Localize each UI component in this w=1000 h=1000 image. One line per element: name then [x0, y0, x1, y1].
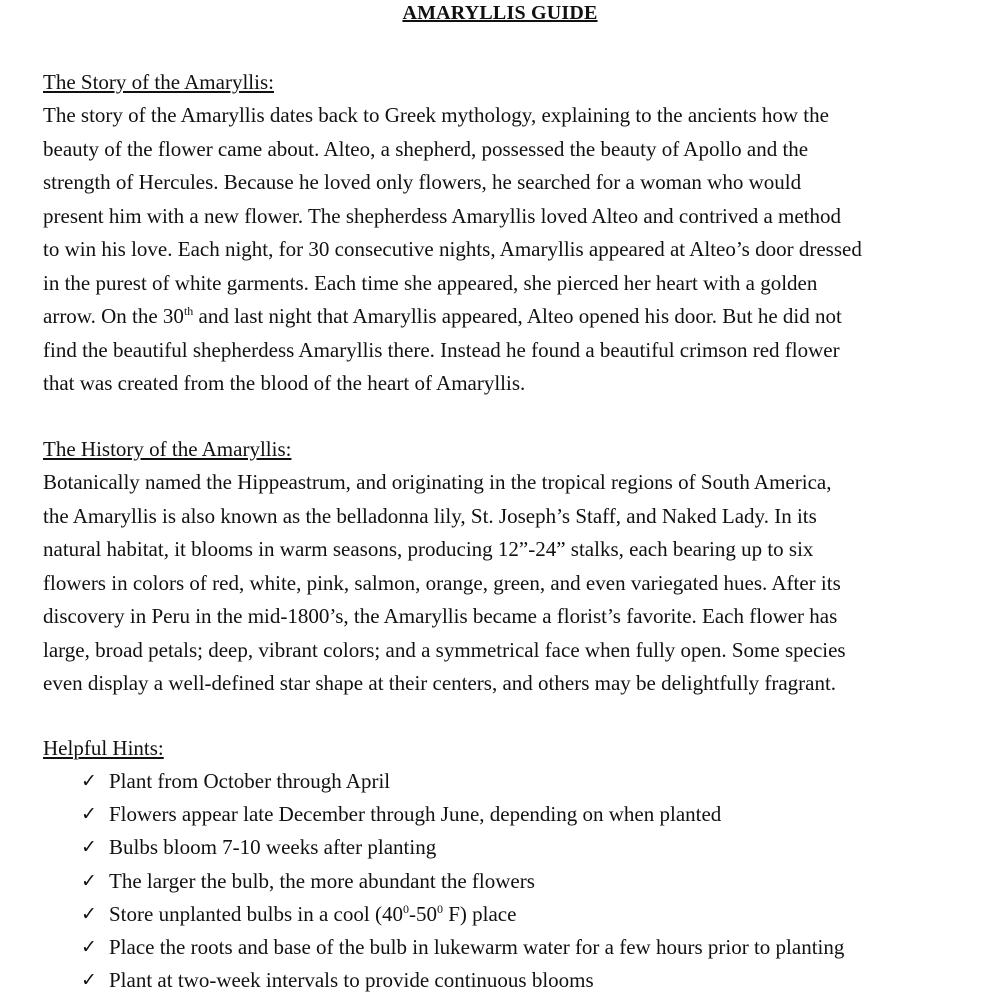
history-line: large, broad petals; deep, vibrant colors; and a symmetrical face when fully open. Some species: [43, 637, 846, 662]
ordinal-suffix: th: [183, 304, 194, 318]
hint-item: [43, 931, 963, 964]
check-icon: ✓: [81, 936, 97, 959]
history-heading: The History of the Amaryllis:: [43, 437, 292, 461]
hint-item: [43, 765, 963, 798]
check-icon: ✓: [81, 902, 97, 925]
story-line: [43, 300, 963, 334]
story-line: The story of the Amaryllis dates back to Greek mythology, explaining to the ancients how the: [43, 103, 829, 127]
degree-mark: 0: [402, 901, 409, 916]
check-icon: ✓: [81, 836, 97, 859]
story-line: that was created from the blood of the heart of Amaryllis.: [43, 371, 526, 395]
hint-text: [109, 902, 516, 926]
document-title: AMARYLLIS GUIDE: [402, 2, 598, 24]
hint-text: Plant at two-week intervals to provide continuous blooms: [109, 968, 594, 993]
check-icon: ✓: [81, 869, 97, 892]
hint-text: Plant from October through April: [109, 769, 391, 793]
hint-text-part: Store unplanted bulbs in a cool (40: [109, 901, 403, 926]
hint-text: Place the roots and base of the bulb in lukewarm water for a few hours prior to planting: [109, 935, 845, 960]
hints-section: [43, 732, 963, 997]
check-icon: ✓: [81, 803, 97, 826]
history-section: [43, 433, 963, 701]
story-line: in the purest of white garments. Each time she appeared, she pierced her heart with a golden: [43, 270, 818, 295]
story-line: strength of Hercules. Because he loved only flowers, he searched for a woman who would: [43, 170, 802, 194]
history-paragraph: [43, 466, 963, 701]
story-line: beauty of the flower came about. Alteo, a shepherd, possessed the beauty of Apollo and the: [43, 136, 809, 161]
check-icon: ✓: [81, 969, 97, 992]
story-line: find the beautiful shepherdess Amaryllis there. Instead he found a beautiful crimson red flower: [43, 337, 840, 362]
hints-list: [43, 765, 963, 997]
history-line: the Amaryllis is also known as the belladonna lily, St. Joseph’s Staff, and Naked Lady. In its: [43, 503, 817, 528]
hint-item: [43, 898, 963, 931]
hints-heading: Helpful Hints:: [43, 736, 164, 760]
history-line: even display a well-defined star shape at their centers, and others may be delightfully fragrant.: [43, 671, 837, 695]
hint-item: [43, 964, 963, 997]
story-line-text: arrow. On the 30: [43, 304, 184, 328]
story-paragraph: [43, 99, 963, 401]
history-line: flowers in colors of red, white, pink, salmon, orange, green, and even variegated hues. After its: [43, 570, 841, 595]
hint-text: Flowers appear late December through June, depending on when planted: [109, 802, 722, 827]
story-line: to win his love. Each night, for 30 consecutive nights, Amaryllis appeared at Alteo’s door dressed: [43, 237, 862, 261]
history-line: Botanically named the Hippeastrum, and originating in the tropical regions of South America,: [43, 470, 832, 494]
hint-text-part: F) place: [442, 901, 517, 926]
hint-text-part: -50: [408, 901, 437, 926]
story-line: present him with a new flower. The shepherdess Amaryllis loved Alteo and contrived a method: [43, 203, 842, 228]
hint-item: [43, 831, 963, 864]
hint-item: [43, 798, 963, 831]
story-heading: The Story of the Amaryllis:: [43, 70, 274, 94]
degree-mark: 0: [436, 901, 443, 916]
hint-text: Bulbs bloom 7-10 weeks after planting: [109, 835, 437, 860]
check-icon: ✓: [81, 770, 97, 792]
story-line-text: and last night that Amaryllis appeared, Alteo opened his door. But he did not: [193, 304, 842, 328]
history-line: discovery in Peru in the mid-1800’s, the Amaryllis became a florist’s favorite. Each flower has: [43, 604, 838, 628]
hint-text: The larger the bulb, the more abundant the flowers: [109, 868, 535, 893]
story-section: [43, 66, 963, 401]
hint-item: [43, 865, 963, 898]
history-line: natural habitat, it blooms in warm seasons, producing 12”-24” stalks, each bearing up to six: [43, 537, 814, 561]
